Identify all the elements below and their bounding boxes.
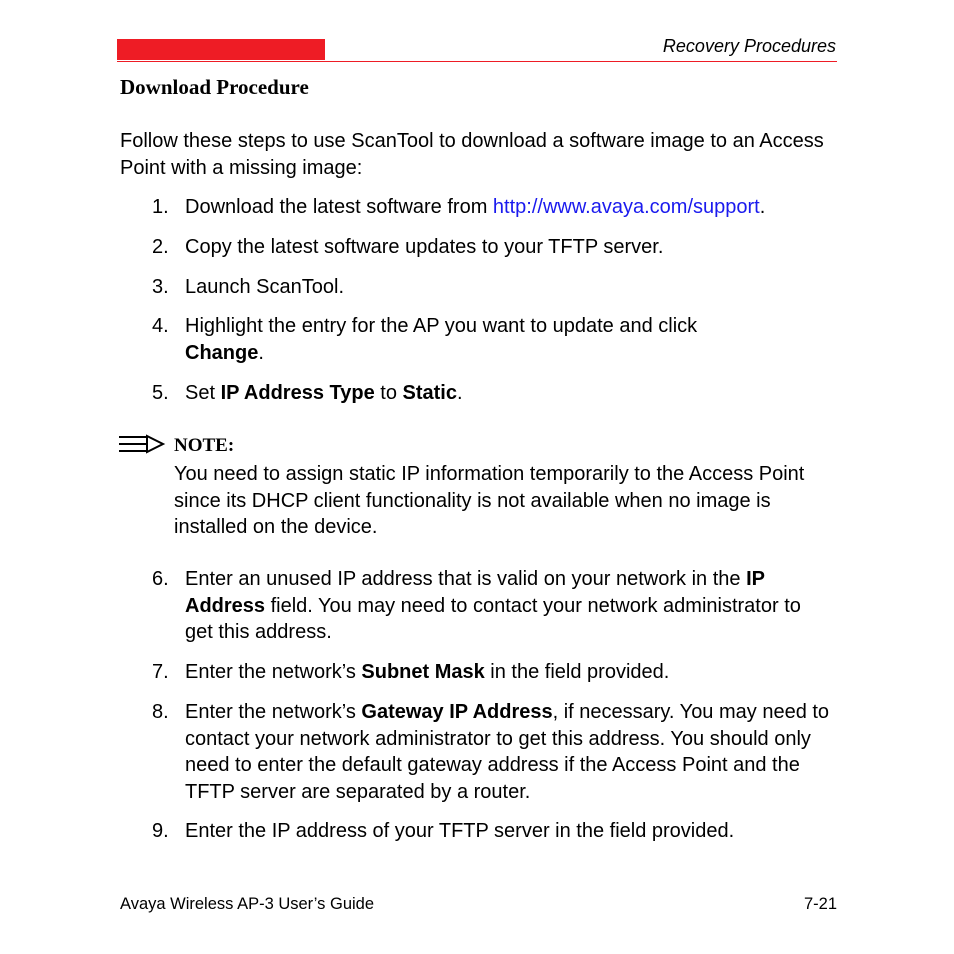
step-3 xyxy=(152,274,842,301)
step-text: Enter the network’s xyxy=(185,661,362,683)
support-link[interactable]: http://www.avaya.com/support xyxy=(492,196,760,218)
step-text: , if necessary. You may need to contact your network administrator to get this address. You should only need to enter the default gateway address if the Access Point and the TFTP server are separated by a router. xyxy=(185,701,830,803)
header-rule xyxy=(117,61,837,62)
step-number: 1. xyxy=(152,196,169,218)
step-text: Enter the IP address of your TFTP server in the field provided. xyxy=(185,820,735,842)
step-number: 2. xyxy=(152,236,169,258)
note-label: NOTE: xyxy=(174,435,235,456)
step-text: Enter the network’s xyxy=(185,701,362,723)
step-text: to xyxy=(374,382,403,404)
header-red-bar xyxy=(117,39,325,60)
step-text: Download the latest software from xyxy=(185,196,493,218)
ui-term-gateway-ip-address: Gateway IP Address xyxy=(361,701,553,723)
step-2 xyxy=(152,234,842,261)
step-number: 6. xyxy=(152,568,169,590)
step-text: Enter an unused IP address that is valid on your network in the xyxy=(185,568,747,590)
step-number: 7. xyxy=(152,661,169,683)
step-text: Set xyxy=(185,382,221,404)
step-text: in the field provided. xyxy=(484,661,670,683)
header-title: Recovery Procedures xyxy=(662,36,836,56)
note-pencil-icon xyxy=(117,434,167,458)
step-text: Copy the latest software updates to your TFTP server. xyxy=(185,236,664,258)
step-text: Launch ScanTool. xyxy=(185,276,345,298)
note-text: You need to assign static IP information temporarily to the Access Point since its DHCP client functionality is not available when no image is installed on the device. xyxy=(174,463,805,538)
step-text: field. You may need to contact your network administrator to get this address. xyxy=(185,594,801,643)
ui-term-ip-address-type: IP Address Type xyxy=(220,382,375,404)
section-title: Download Procedure xyxy=(120,75,309,99)
footer-doc-title: Avaya Wireless AP-3 User’s Guide xyxy=(120,895,375,913)
step-text: Highlight the entry for the AP you want to update and click xyxy=(185,315,698,337)
ui-term-subnet-mask: Subnet Mask xyxy=(361,661,485,683)
step-number: 5. xyxy=(152,382,169,404)
step-1 xyxy=(152,194,842,221)
step-7 xyxy=(152,659,842,686)
step-punct: . xyxy=(456,382,463,404)
ui-term-change: Change xyxy=(185,341,259,364)
step-6 xyxy=(152,566,832,646)
footer-page-number: 7-21 xyxy=(803,895,837,913)
step-9 xyxy=(152,818,842,845)
step-5 xyxy=(152,380,842,407)
step-number: 8. xyxy=(152,701,169,723)
ui-term-static: Static xyxy=(402,382,457,404)
step-4 xyxy=(152,313,772,366)
intro-paragraph: Follow these steps to use ScanTool to download a software image to an Access Point with a missing image: xyxy=(120,130,824,179)
step-number: 3. xyxy=(152,276,169,298)
step-number: 9. xyxy=(152,820,169,842)
ui-term-ip-address: IP Address xyxy=(185,568,765,617)
step-number: 4. xyxy=(152,315,169,337)
step-8 xyxy=(152,699,842,805)
step-punct: . xyxy=(258,341,264,364)
step-punct: . xyxy=(759,196,766,218)
